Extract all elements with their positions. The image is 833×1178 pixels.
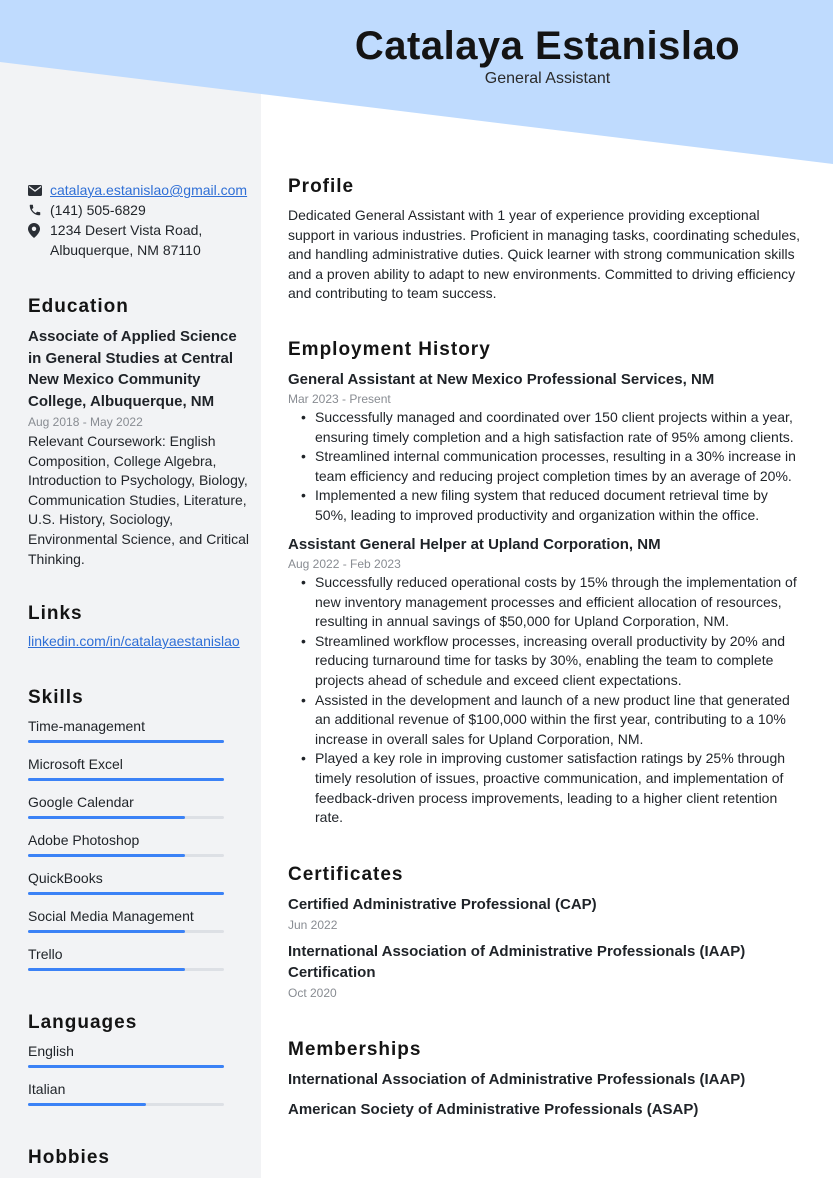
job-entry [288,534,803,828]
certificates-heading: Certificates [288,864,404,885]
address-line-2: Albuquerque, NM 87110 [50,242,201,258]
contact-address-row [28,220,250,260]
envelope-icon [28,180,50,200]
job-dates: Mar 2023 - Present [288,392,391,406]
skill-item [28,717,224,735]
skill-name: Adobe Photoshop [28,832,140,848]
skill-level-bar [28,778,224,781]
hobbies-heading: Hobbies [28,1147,110,1168]
skill-level-fill [28,892,224,895]
membership-item: International Association of Administrative Professionals (IAAP) [288,1071,746,1088]
employment-heading: Employment History [288,339,491,360]
job-bullets [298,573,803,828]
skill-name: Time-management [28,718,145,734]
job-title: Assistant General Helper at Upland Corporation, NM [288,536,661,553]
skill-level-bar [28,854,224,857]
job-title: General Assistant at New Mexico Professional Services, NM [288,371,715,388]
candidate-name: Catalaya Estanislao [354,24,741,68]
skill-level-fill [28,968,185,971]
certificate-entry [288,894,803,934]
skill-level-fill [28,778,224,781]
job-bullet: • Successfully managed and coordinated over 150 client projects within a year, ensuring timely completion and a high satisfaction rate of 95% among clients. [298,408,803,447]
certificate-date: Oct 2020 [288,986,337,1000]
contact-phone-row [28,200,250,220]
skill-item [28,1080,224,1098]
address [50,220,202,260]
address-line-1: 1234 Desert Vista Road, [50,222,203,238]
contact-email-row [28,180,250,200]
skill-name: Trello [28,946,63,962]
skill-level-bar [28,892,224,895]
email-link[interactable]: catalaya.estanislao@gmail.com [50,182,248,198]
job-bullet: • Streamlined internal communication processes, resulting in a 30% increase in team efficiency and reducing project completion times by an average of 20%. [298,447,803,486]
skill-item [28,755,224,773]
skill-item [28,869,224,887]
skill-level-bar [28,968,224,971]
linkedin-link[interactable]: linkedin.com/in/catalayaestanislao [28,633,240,649]
job-bullets [298,408,803,526]
skill-level-bar [28,1103,224,1106]
job-dates: Aug 2022 - Feb 2023 [288,557,401,571]
languages-heading: Languages [28,1012,138,1033]
skill-level-bar [28,1065,224,1068]
skill-level-fill [28,854,185,857]
skill-item [28,793,224,811]
skill-level-fill [28,1103,146,1106]
job-bullet: • Implemented a new filing system that reduced document retrieval time by 50%, leading to improved productivity and organization within the office. [298,486,803,525]
job-bullet: • Assisted in the development and launch of a new product line that generated an additional revenue of $100,000 within the first year, contributing to a 10% increase in overall sales for Upland Corporation, NM. [298,691,803,750]
memberships-heading: Memberships [288,1039,422,1060]
location-pin-icon [28,220,50,240]
certificate-title: Certified Administrative Professional (CAP) [288,896,597,913]
skill-name: Social Media Management [28,908,194,924]
links-heading: Links [28,603,83,624]
profile-text: Dedicated General Assistant with 1 year of experience providing exceptional support in various industries. Proficient in managing tasks, coordinating schedules, and handling administrative duties. Quick learner with strong communication skills and a proven ability to adapt to new environments. Committed to driving efficiency and contributing to team success. [288,207,801,302]
skill-level-bar [28,816,224,819]
skills-heading: Skills [28,687,84,708]
membership-item: American Society of Administrative Professionals (ASAP) [288,1101,699,1118]
phone-number: (141) 505-6829 [50,202,146,218]
education-description: Relevant Coursework: English Composition, College Algebra, Introduction to Psychology, Biology, Communication Studies, Literature, U.S. History, Sociology, Environmental Science, and Critical Thinking. [28,433,249,567]
profile-heading: Profile [288,176,355,197]
skill-item [28,1042,224,1060]
skill-name: Italian [28,1081,66,1097]
skill-name: QuickBooks [28,870,103,886]
education-degree: Associate of Applied Science in General Studies at Central New Mexico Community College, Albuquerque, NM [28,328,237,410]
job-bullet: • Played a key role in improving customer satisfaction ratings by 25% through timely resolution of issues, proactive communication, and implementation of feedback-driven process improvements, leading to a higher client retention rate. [298,749,803,827]
certificate-entry [288,941,758,1002]
job-entry [288,369,803,526]
certificate-date: Jun 2022 [288,918,338,932]
job-bullet: • Successfully reduced operational costs by 15% through the implementation of new inventory management processes and efficient allocation of resources, resulting in annual savings of $50,000 for Upland Corporation, NM. [298,573,803,632]
skill-name: Microsoft Excel [28,756,123,772]
sidebar-background [0,0,261,1178]
job-title: General Assistant [484,70,611,87]
education-entry [28,326,250,569]
skill-name: Google Calendar [28,794,134,810]
skill-level-fill [28,816,185,819]
phone-icon [28,200,50,220]
skill-level-bar [28,740,224,743]
skill-level-fill [28,930,185,933]
skill-item [28,831,224,849]
education-dates: Aug 2018 - May 2022 [28,415,143,429]
links-list [28,633,250,651]
job-bullet: • Streamlined workflow processes, increasing overall productivity by 20% and reducing turnaround time for tasks by 30%, enabling the team to complete projects ahead of schedule and exceed client expectations. [298,632,803,691]
skill-level-fill [28,1065,224,1068]
skill-name: English [28,1043,74,1059]
skill-item [28,945,224,963]
skill-level-fill [28,740,224,743]
certificate-title: International Association of Administrative Professionals (IAAP) Certification [288,943,746,981]
skill-item [28,907,224,925]
contact-info [28,180,250,260]
education-heading: Education [28,296,129,317]
skill-level-bar [28,930,224,933]
